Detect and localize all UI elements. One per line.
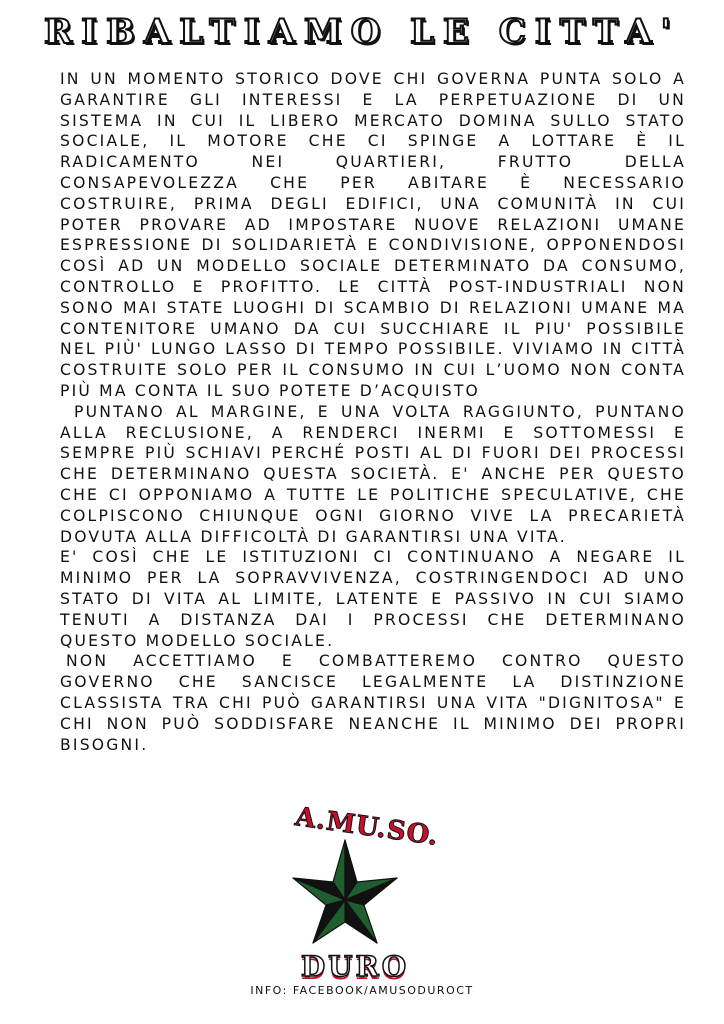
page-title: RIBALTIAMO LE CITTA' <box>43 12 681 52</box>
amuso-duro-logo <box>280 802 450 987</box>
paragraph-3: E' COSÌ CHE LE ISTITUZIONI CI CONTINUANO A NEGARE IL MINIMO PER LA SOPRAVVIVENZA, COSTRINGENDOCI AD UNO STATO DI VITA AL LIMITE, LATENTE E PASSIVO IN CUI SIAMO TENUTI A DISTANZA DAI I PROCESSI CHE DETERMINANO QUESTO MODELLO SOCIALE. <box>60 548 686 650</box>
manifesto-text <box>60 69 686 755</box>
paragraph-2: PUNTANO AL MARGINE, E UNA VOLTA RAGGIUNTO, PUNTANO ALLA RECLUSIONE, A RENDERCI INERMI E SOTTOMESSI E SEMPRE PIÙ SCHIAVI PERCHÉ POSTI AL DI FUORI DEI PROCESSI CHE DETERMINANO QUESTA SOCIETÀ. E' ANCHE PER QUESTO CHE CI OPPONIAMO A TUTTE LE POLITICHE SPECULATIVE, CHE COLPISCONO CHIUNQUE OGNI GIORNO VIVE LA PRECARIETÀ DOVUTA ALLA DIFFICOLTÀ DI GARANTIRSI UNA VITA. <box>60 402 686 546</box>
paragraph-4: NON ACCETTIAMO E COMBATTEREMO CONTRO QUESTO GOVERNO CHE SANCISCE LEGALMENTE LA DISTINZIONE CLASSISTA TRA CHI PUÒ GARANTIRSI UNA VITA "DIGNITOSA" E CHI NON PUÒ SODDISFARE NEANCHE IL MINIMO DEI PROPRI BISOGNI. <box>60 652 686 754</box>
paragraph-1: IN UN MOMENTO STORICO DOVE CHI GOVERNA PUNTA SOLO A GARANTIRE GLI INTERESSI E LA PERPETUAZIONE DI UN SISTEMA IN CUI IL LIBERO MERCATO DOMINA SULLO STATO SOCIALE, IL MOTORE CHE CI SPINGE A LOTTARE È IL RADICAMENTO NEI QUARTIERI, FRUTTO DELLA CONSAPEVOLEZZA CHE PER ABITARE È NECESSARIO COSTRUIRE, PRIMA DEGLI EDIFICI, UNA COMUNITÀ IN CUI POTER PROVARE AD IMPOSTARE NUOVE RELAZIONI UMANE ESPRESSIONE DI SOLIDARIETÀ E CONDIVISIONE, OPPONENDOSI COSÌ AD UN MODELLO SOCIALE DETERMINATO DA CONSUMO, CONTROLLO E PROFITTO. LE CITTÀ POST-INDUSTRIALI NON SONO MAI STATE LUOGHI DI SCAMBIO DI RELAZIONI UMANE MA CONTENITORE UMANO DA CUI SUCCHIARE IL PIU' POSSIBILE NEL PIÙ' LUNGO LASSO DI TEMPO POSSIBILE. VIVIAMO IN CITTÀ COSTRUITE SOLO PER IL CONSUMO IN CUI L’UOMO NON CONTA PIÙ MA CONTA IL SUO POTETE D’ACQUISTO <box>60 70 686 400</box>
logo-bottom-text: DURO <box>300 950 410 983</box>
logo-top-text: A.MU.SO. <box>293 802 441 852</box>
nautical-star-icon <box>290 838 400 948</box>
footer-info: INFO: FACEBOOK/AMUSODUROCT <box>250 984 474 997</box>
